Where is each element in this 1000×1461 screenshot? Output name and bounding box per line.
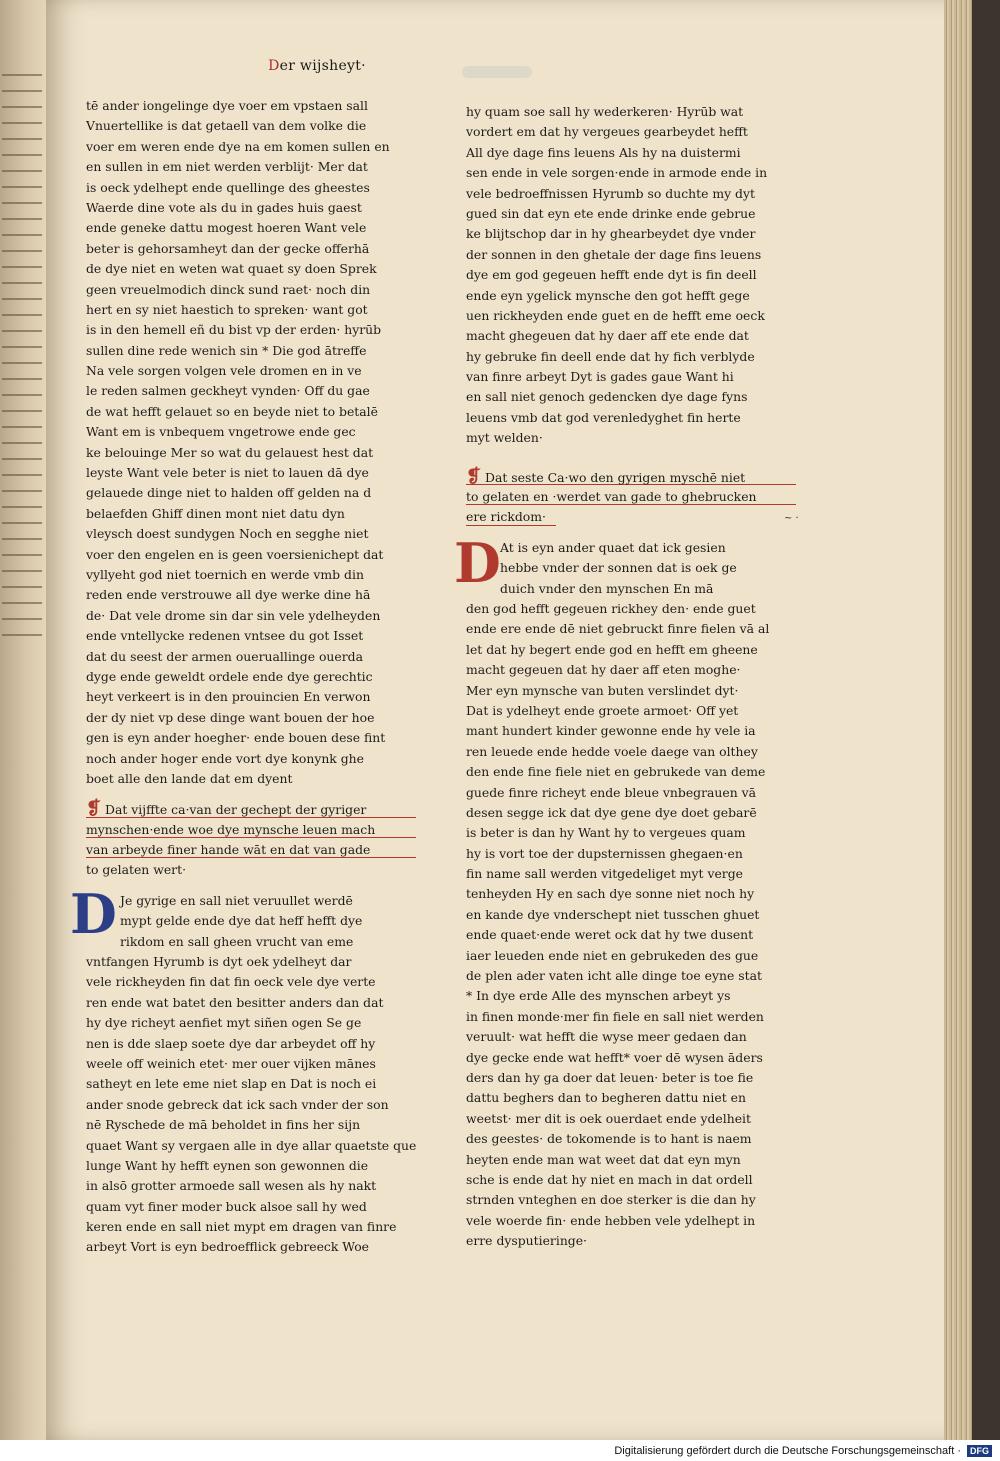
- heading-line: mynschen·ende woe dye mynsche leuen mach: [86, 821, 376, 837]
- left-page-bleed: [0, 60, 46, 1180]
- text-line: heyt verkeert is in den prouincien En verwon: [86, 689, 371, 705]
- text-line: gued sin dat eyn ete ende drinke ende gebrue: [466, 205, 756, 221]
- text-line: Waerde dine vote als du in gades huis gaest: [86, 199, 362, 215]
- text-line: hebbe vnder der sonnen dat is oek ge: [500, 560, 737, 576]
- text-line: is oeck ydelhept ende quellinge des gheestes: [86, 179, 370, 195]
- text-line: ende eyn ygelick mynsche den got hefft gege: [466, 287, 750, 303]
- heading-line: to gelaten en ·werdet van gade to ghebrucken: [466, 489, 757, 505]
- text-line: rikdom en sall gheen vrucht van eme: [120, 933, 354, 949]
- text-line: en kande dye vnderschept niet tusschen ghuet: [466, 906, 760, 922]
- dfg-logo: DFG: [967, 1445, 992, 1457]
- text-line: hy quam soe sall hy wederkeren· Hyrūb wat: [466, 104, 744, 119]
- right-paragraph-1: [466, 102, 796, 449]
- text-line: mypt gelde ende dye dat heff hefft dye: [120, 913, 363, 929]
- left-paragraph-1: [86, 96, 404, 789]
- running-head: [262, 58, 372, 74]
- text-line: macht ghegeuen dat hy daer aff ete ende dat: [466, 328, 749, 344]
- text-line: macht gegeuen dat hy daer aff eten moghe·: [466, 662, 741, 678]
- pilcrow-icon: ❡: [86, 798, 102, 820]
- text-line: voer em weren ende dye na em komen sullen en: [86, 138, 390, 154]
- text-line: belaefden Ghiff dinen mont niet datu dyn: [86, 505, 345, 521]
- text-line: ders dan hy ga doer dat leuen· beter is toe fie: [466, 1069, 754, 1085]
- text-line: hy gebruke fin deell ende dat hy fich verblyde: [466, 348, 755, 364]
- text-line: All dye dage fins leuens Als hy na duistermi: [466, 144, 741, 160]
- text-line: en sullen in em niet werden verblijt· Mer dat: [86, 159, 368, 175]
- text-line: vele rickheyden fin dat fin oeck vele dye verte: [86, 974, 376, 990]
- text-line: iaer leueden ende niet en gebrukeden des gue: [466, 947, 759, 963]
- text-line: uen rickheyden ende guet en de hefft eme oeck: [466, 307, 765, 323]
- text-line: vele bedroeffnissen Hyrumb so duchte my dyt: [466, 185, 755, 201]
- text-line: hy dye richeyt aenfiet myt siñen ogen Se ge: [86, 1015, 362, 1031]
- text-line: Vnuertellike is dat getaell van dem volke die: [86, 118, 367, 134]
- text-line: dyge ende geweldt ordele ende dye gerechtic: [86, 668, 373, 684]
- text-line: weele off weinich etet· mer ouer vijken mānes: [86, 1055, 376, 1071]
- left-text-column: [70, 96, 417, 1258]
- text-line: is in den hemell eñ du bist vp der erden· hyrūb: [86, 322, 382, 338]
- text-line: ende quaet·ende weret ock dat hy twe dusent: [466, 927, 754, 943]
- running-head-initial: D: [268, 58, 280, 74]
- funding-credit: Digitalisierung gefördert durch die Deutsche Forschungsgemeinschaft ·: [614, 1444, 961, 1457]
- text-line: ende ere ende dē niet gebruckt finre fielen vā al: [466, 621, 770, 637]
- text-line: en sall niet genoch gedencken dye dage fyns: [466, 389, 748, 405]
- library-stamp: [462, 66, 532, 78]
- text-line: de wat hefft gelauet so en beyde niet to betalē: [86, 403, 378, 419]
- text-line: lunge Want hy hefft eynen son gewonnen die: [86, 1157, 369, 1173]
- text-line: in alsō grotter armoede sall wesen als hy nakt: [86, 1178, 377, 1194]
- text-line: veruult· wat hefft die wyse meer gedaen dan: [466, 1029, 747, 1045]
- right-text-column: [454, 102, 799, 1251]
- text-line: de dye niet en weten wat quaet sy doen Sprek: [86, 261, 377, 277]
- text-line: de plen ader vaten icht alle dinge toe eyne stat: [466, 968, 762, 984]
- text-line: Dat is ydelheyt ende groete armoet· Off yet: [466, 702, 739, 718]
- text-line: sullen dine rede wenich sin * Die god ātreffe: [86, 342, 367, 358]
- heading-line: van arbeyde finer hande wāt en dat van gade: [86, 842, 371, 858]
- text-line: de· Dat vele drome sin dar sin vele ydelheyden: [86, 607, 381, 623]
- text-line: sen ende in vele sorgen·ende in armode ende in: [466, 165, 768, 181]
- text-line: ren leuede ende hedde voele daege van olthey: [466, 743, 758, 759]
- text-line: boet alle den lande dat em dyent: [86, 770, 293, 786]
- text-line: satheyt en lete eme niet slap en Dat is noch ei: [86, 1076, 377, 1092]
- text-line: duich vnder den mynschen En mā: [500, 580, 714, 596]
- footer-bar: [0, 1440, 1000, 1461]
- text-line: le reden salmen geckheyt vynden· Off du gae: [86, 383, 370, 399]
- text-line: arbeyt Vort is eyn bedroefflick gebreeck Woe: [86, 1239, 369, 1255]
- text-line: den god hefft gegeuen rickhey den· ende guet: [466, 600, 756, 616]
- red-initial-letter: D: [454, 530, 501, 595]
- text-line: heyten ende man wat weet dat dat eyn myn: [466, 1151, 741, 1167]
- text-line: der sonnen in den ghetale der dage fins leuens: [466, 246, 762, 262]
- heading-line: Dat vijffte ca·van der gechept der gyriger: [105, 802, 367, 818]
- text-line: vyllyeht god niet toernich en werde vmb din: [86, 566, 364, 582]
- text-line: ren ende wat batet den besitter anders dan dat: [86, 994, 384, 1010]
- pilcrow-icon: ❡: [466, 465, 482, 487]
- text-line: ander snode gebreck dat ick sach vnder der son: [86, 1096, 389, 1112]
- text-line: in finen monde·mer fin fiele en sall niet werden: [466, 1008, 764, 1024]
- text-line: Je gyrige en sall niet veruullet werdē: [120, 892, 353, 908]
- text-line: nē Ryschede de mā beholdet in fins her sijn: [86, 1117, 361, 1133]
- text-line: At is eyn ander quaet dat ick gesien: [500, 539, 726, 555]
- text-line: tē ander iongelinge dye voer em vpstaen sall: [86, 98, 368, 113]
- text-line: Mer eyn mynsche van buten verslindet dyt·: [466, 682, 739, 698]
- text-line: vordert em dat hy vergeues gearbeydet hefft: [466, 124, 748, 140]
- text-line: * In dye erde Alle des mynschen arbeyt ys: [466, 988, 731, 1004]
- text-line: let dat hy begert ende god en hefft em gheene: [466, 641, 758, 657]
- text-line: Want em is vnbequem vngetrowe ende gec: [86, 424, 356, 440]
- text-line: dat du seest der armen oueruallinge ouerda: [86, 648, 363, 664]
- text-line: dye em god gegeuen hefft ende dyt is fin deell: [466, 267, 757, 283]
- text-line: quam vyt finer moder buck alsoe sall hy wed: [86, 1198, 367, 1214]
- text-line: leyste Want vele beter is niet to lauen dā dye: [86, 465, 369, 481]
- text-line: dye gecke ende wat hefft* voer dē wysen āders: [466, 1049, 763, 1065]
- heading-line: Dat seste Ca·wo den gyrigen myschē niet: [485, 469, 746, 485]
- chapter-6-heading: [466, 465, 799, 526]
- text-line: guede finre richeyt ende bleue vnbegrauen vā: [466, 784, 757, 800]
- text-line: fin name sall werden vitgedeliget myt verge: [466, 866, 743, 882]
- blue-initial-letter: D: [70, 881, 117, 946]
- text-line: is beter is dan hy Want hy to vergeues quam: [466, 825, 746, 841]
- left-paragraph-2: [70, 881, 417, 1258]
- text-line: vleysch doest sundygen Noch en segghe niet: [86, 526, 369, 542]
- printer-marks: ~ ·: [783, 513, 799, 525]
- heading-line: ere rickdom·: [466, 509, 546, 525]
- text-line: ende geneke dattu mogest hoeren Want vele: [86, 220, 367, 236]
- text-line: dattu beghers dan to begheren dattu niet en: [466, 1090, 746, 1106]
- text-line: gen is eyn ander hoegher· ende bouen dese fint: [86, 730, 386, 746]
- text-line: van finre arbeyt Dyt is gades gaue Want hi: [466, 369, 734, 385]
- page-edges: [944, 0, 972, 1440]
- text-line: keren ende en sall niet mypt em dragen van finre: [86, 1219, 397, 1235]
- text-line: erre dysputieringe·: [466, 1233, 587, 1249]
- text-line: tenheyden Hy en sach dye sonne niet noch hy: [466, 886, 755, 902]
- text-line: vele woerde fin· ende hebben vele ydelhept in: [466, 1212, 756, 1228]
- chapter-5-heading: [86, 799, 404, 881]
- text-line: hy is vort toe der dupsternissen ghegaen·en: [466, 845, 743, 861]
- text-line: noch ander hoger ende vort dye konynk ghe: [86, 750, 364, 766]
- text-line: hert en sy niet haestich to spreken· want got: [86, 301, 368, 317]
- text-line: des geestes· de tokomende is to hant is naem: [466, 1131, 752, 1147]
- text-line: desen segge ick dat dye gene dye doet gebarē: [466, 804, 757, 820]
- text-line: Na vele sorgen volgen vele dromen en in ve: [86, 363, 362, 379]
- text-line: sche is ende dat hy niet en mach in dat ordell: [466, 1171, 753, 1187]
- text-line: geen vreuelmodich dinck sund raet· noch din: [86, 281, 371, 297]
- text-line: myt welden·: [466, 430, 543, 446]
- text-line: beter is gehorsamheyt dan der gecke offerhā: [86, 240, 370, 256]
- text-line: strnden vnteghen en doe sterker is die dan hy: [466, 1192, 756, 1208]
- text-line: mant hundert kinder gewonne ende hy vele ia: [466, 723, 756, 739]
- right-paragraph-2: [454, 530, 796, 1252]
- text-line: der dy niet vp dese dinge want bouen der hoe: [86, 709, 375, 725]
- text-line: vntfangen Hyrumb is dyt oek ydelheyt dar: [86, 954, 352, 970]
- text-line: ke belouinge Mer so wat du gelauest hest dat: [86, 444, 374, 460]
- running-head-text: er wijsheyt·: [279, 58, 366, 74]
- text-line: ende vntellycke redenen vntsee du got Isset: [86, 628, 364, 644]
- text-line: gelauede dinge niet to halden off gelden na d: [86, 485, 372, 501]
- text-line: leuens vmb dat god verenledyghet fin herte: [466, 409, 741, 425]
- text-line: weetst· mer dit is oek ouerdaet ende ydelheit: [466, 1110, 751, 1126]
- heading-line: to gelaten wert·: [86, 862, 187, 878]
- text-line: den ende fine fiele niet en gebrukede van deme: [466, 764, 766, 780]
- text-line: quaet Want sy vergaen alle in dye allar quaetste que: [86, 1137, 417, 1153]
- text-line: reden ende verstrouwe all dye werke dine hā: [86, 587, 371, 603]
- text-line: voer den engelen en is geen voersienichept dat: [86, 546, 384, 562]
- text-line: nen is dde slaep soete dye dar arbeydet off hy: [86, 1035, 376, 1051]
- text-line: ke blijtschop dar in hy ghearbeydet dye vnder: [466, 226, 756, 242]
